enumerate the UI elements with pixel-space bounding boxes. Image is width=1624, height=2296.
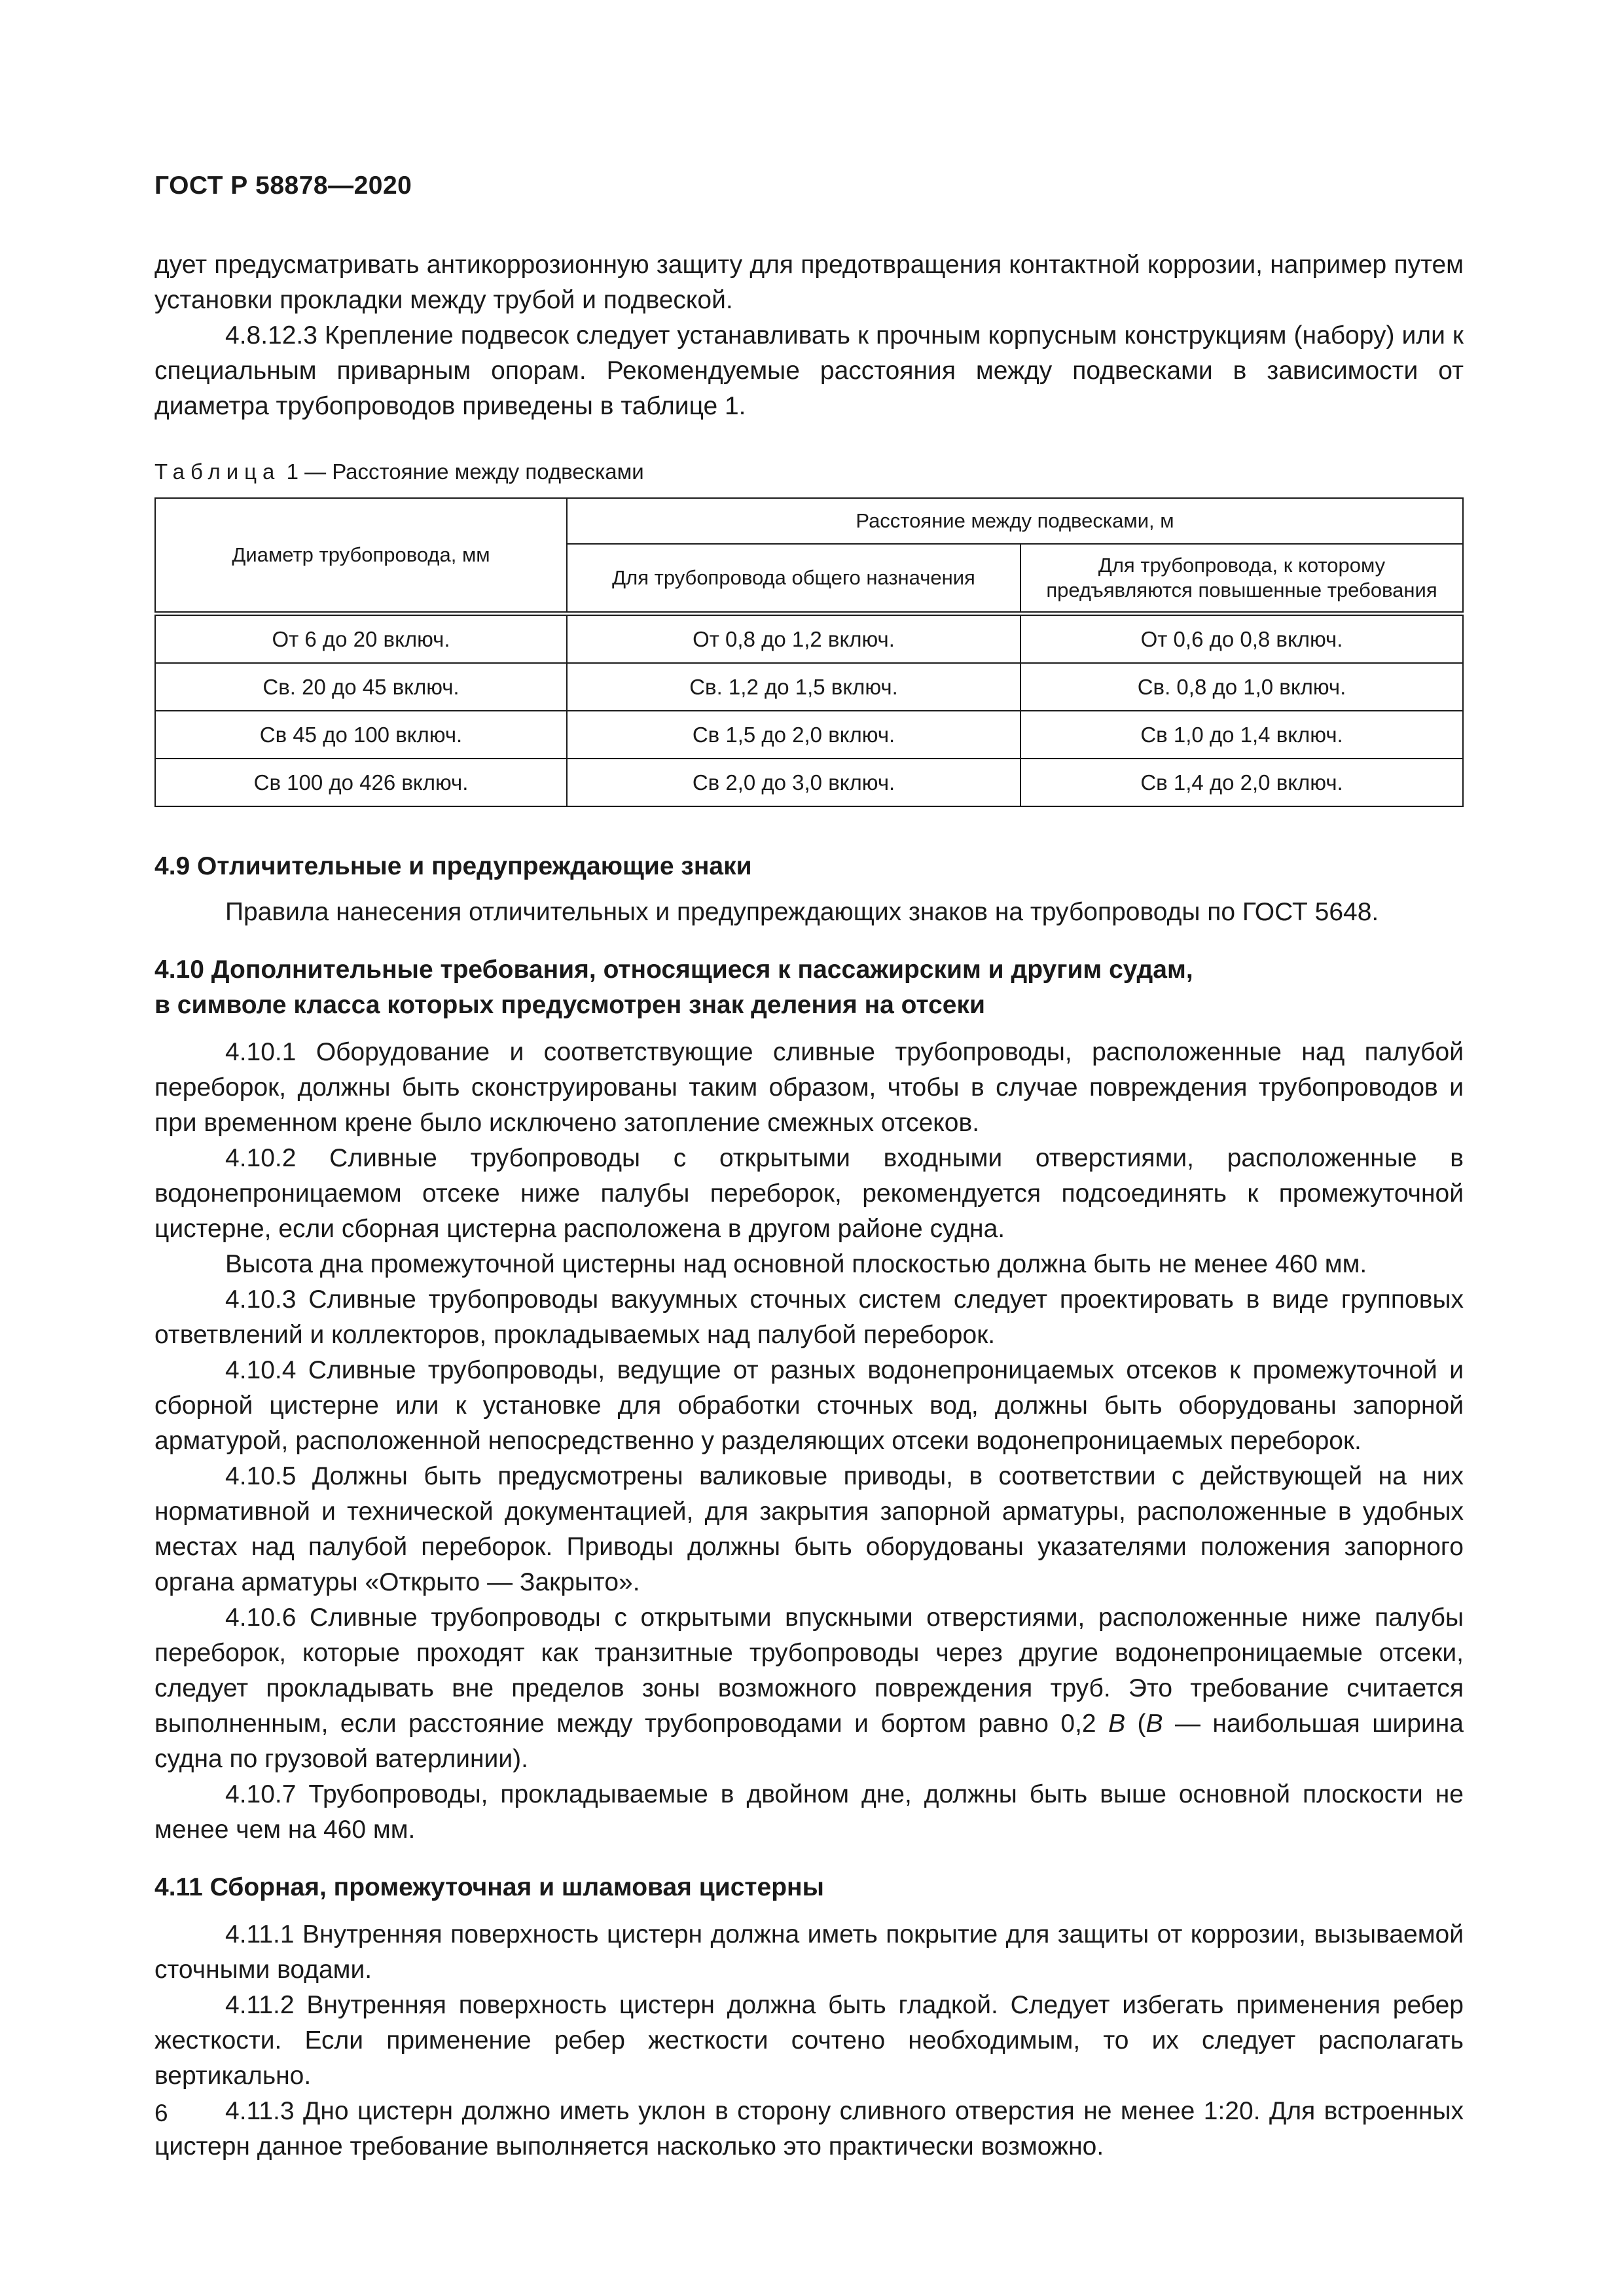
paragraph-4-11-2: 4.11.2 Внутренняя поверхность цистерн должна быть гладкой. Следует избегать применения ребер жесткости. Если применение ребер жесткости сочтено необходимым, то их следует располагать вертикально. [154,1991,1464,2090]
table-caption-title: 1 — Расстояние между подвесками [286,459,644,484]
document-code: ГОСТ Р 58878—2020 [154,171,412,200]
hanger-distance-table [154,497,1464,807]
table-header-diameter [155,498,567,614]
text-run: ( [1125,1710,1146,1738]
variable-b: B [1146,1710,1163,1738]
text-run: 4.10.6 Сливные трубопроводы с открытыми впускными отверстиями, расположенные ниже палубы переборок, которые проходят как транзитные трубопроводы через другие водонепроницаемые отсеки, следует прокладывать вне пределов зоны возможного повреждения труб. Это требование считается выполненным, если расстояние между трубопроводами и бортом равно 0,2 [154,1604,1464,1738]
paragraph-continuation: дует предусматривать антикоррозионную защиту для предотвращения контактной коррозии, например путем установки прокладки между трубой и подвеской. [154,251,1464,314]
table-cell: Св 45 до 100 включ. [155,711,567,759]
table-header-general: Для трубопровода общего назначения [567,544,1020,614]
paragraph-4-10-4: 4.10.4 Сливные трубопроводы, ведущие от разных водонепроницаемых отсеков к промежуточной и сборной цистерне или к установке для обработки сточных вод, должны быть оборудованы запорной арматурой, расположенной непосредственно у разделяющих отсеки водонепроницаемых переборок. [154,1356,1464,1455]
table-header-increased [1020,544,1463,614]
table-cell: Св 1,0 до 1,4 включ. [1020,711,1463,759]
table-cell: От 0,6 до 0,8 включ. [1020,614,1463,664]
section-heading-4-10-line1: 4.10 Дополнительные требования, относящиеся к пассажирским и другим судам, [154,956,1193,984]
paragraph-4-10-3: 4.10.3 Сливные трубопроводы вакуумных сточных систем следует проектировать в виде групповых ответвлений и коллекторов, прокладываемых над палубой переборок. [154,1285,1464,1349]
text-run: — наибольшая ширина судна по грузовой ватерлинии). [154,1710,1464,1773]
table-cell: От 0,8 до 1,2 включ. [567,614,1020,664]
table-cell: Св 100 до 426 включ. [155,759,567,806]
table-caption [154,458,1464,486]
table-header-distance-group: Расстояние между подвесками, м [567,498,1463,544]
paragraph-4-11-3: 4.11.3 Дно цистерн должно иметь уклон в сторону сливного отверстия не менее 1:20. Для встроенных цистерн данное требование выполняется насколько это практически возможно. [154,2097,1464,2161]
table-row [155,759,1463,806]
paragraph-4-10-2-height: Высота дна промежуточной цистерны над основной плоскостью должна быть не менее 460 мм. [225,1250,1367,1278]
table-cell: Св. 20 до 45 включ. [155,663,567,711]
section-heading-4-11: 4.11 Сборная, промежуточная и шламовая цистерны [154,1873,824,1901]
paragraph-4-10-2: 4.10.2 Сливные трубопроводы с открытыми входными отверстиями, расположенные в водонепроницаемом отсеке ниже палубы переборок, рекомендуется подсоединять к промежуточной цистерне, если сборная цистерна расположена в другом районе судна. [154,1144,1464,1243]
paragraph-4-10-1: 4.10.1 Оборудование и соответствующие сливные трубопроводы, расположенные над палубой переборок, должны быть сконструированы таким образом, чтобы в случае повреждения трубопроводов и при временном крене было исключено затопление смежных отсеков. [154,1038,1464,1137]
table-cell: Св 1,4 до 2,0 включ. [1020,759,1463,806]
paragraph-4-8-12-3: 4.8.12.3 Крепление подвесок следует устанавливать к прочным корпусным конструкциям (набору) или к специальным приварным опорам. Рекомендуемые расстояния между подвесками в зависимости от диаметра трубопроводов приведены в таблице 1. [154,321,1464,420]
header-diameter-label: Диаметр трубопровода, мм [232,543,490,566]
page-content [154,247,1464,2164]
table-cell: Св. 0,8 до 1,0 включ. [1020,663,1463,711]
header-increased-label: Для трубопровода, к которому предъявляются повышенные требования [1046,553,1437,601]
paragraph-4-10-5: 4.10.5 Должны быть предусмотрены валиковые приводы, в соответствии с действующей на них нормативной и технической документацией, для закрытия запорной арматуры, расположенные в удобных местах над палубой переборок. Приводы должны быть оборудованы указателями положения запорного органа арматуры «Открыто — Закрыто». [154,1462,1464,1596]
table-row [155,711,1463,759]
paragraph-4-11-1: 4.11.1 Внутренняя поверхность цистерн должна иметь покрытие для защиты от коррозии, вызываемой сточными водами. [154,1920,1464,1984]
table-row [155,663,1463,711]
paragraph-4-9: Правила нанесения отличительных и предупреждающих знаков на трубопроводы по ГОСТ 5648. [225,898,1379,926]
variable-b: B [1108,1710,1126,1738]
table-cell: Св. 1,2 до 1,5 включ. [567,663,1020,711]
table-cell: Св 1,5 до 2,0 включ. [567,711,1020,759]
paragraph-4-10-6 [154,1600,1464,1777]
table-cell: От 6 до 20 включ. [155,614,567,664]
table-caption-prefix: Таблица [154,459,281,484]
page-number: 6 [154,2100,168,2126]
section-heading-4-10-line2: в символе класса которых предусмотрен знак деления на отсеки [154,991,985,1019]
paragraph-4-10-7: 4.10.7 Трубопроводы, прокладываемые в двойном дне, должны быть выше основной плоскости не менее чем на 460 мм. [154,1780,1464,1844]
table-cell: Св 2,0 до 3,0 включ. [567,759,1020,806]
section-heading-4-9: 4.9 Отличительные и предупреждающие знаки [154,852,752,880]
table-row [155,614,1463,664]
